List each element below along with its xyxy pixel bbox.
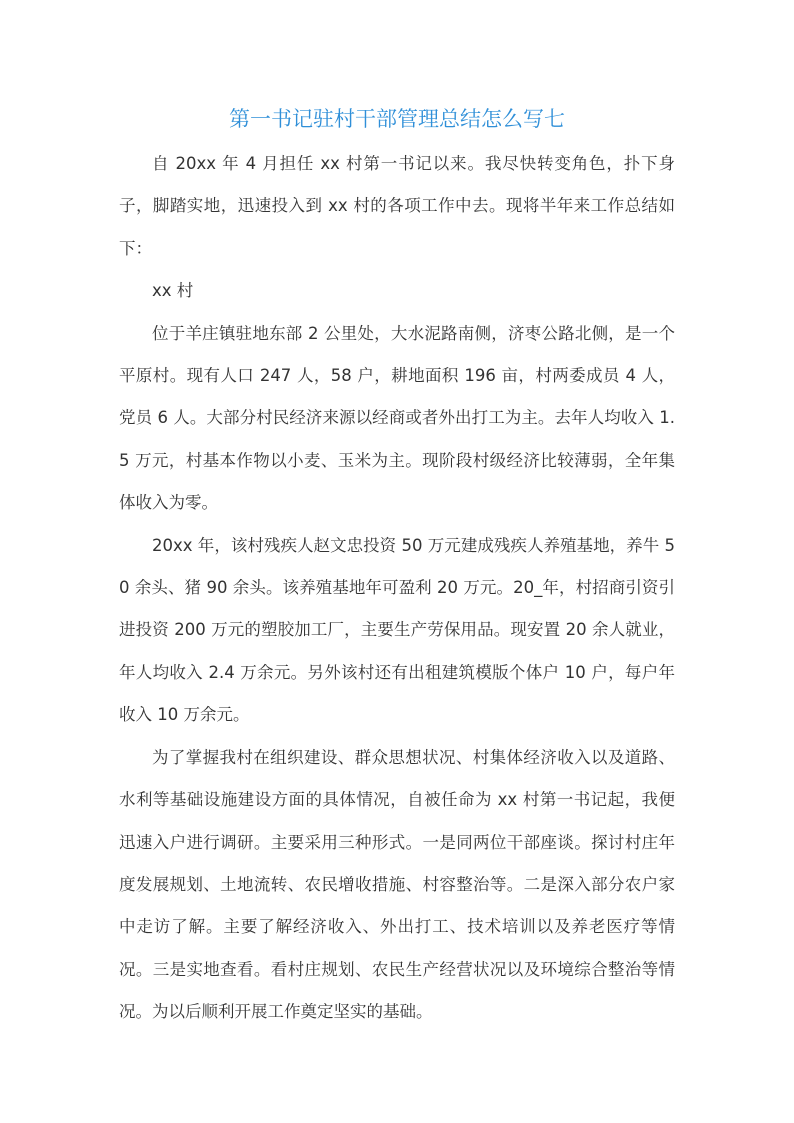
paragraph-research: 为了掌握我村在组织建设、群众思想状况、村集体经济收入以及道路、水利等基础设施建设方面的具体情况，自被任命为 xx 村第一书记起，我便迅速入户进行调研。主要采用三种形式。一是同两位干部座谈。探讨村庄年度发展规划、土地流转、农民增收措施、村容整治等。二是深入部分农户家中走访了解。主要了解经济收入、外出打工、技术培训以及养老医疗等情况。三是实地查看。看村庄规划、农民生产经营状况以及环境综合整治等情况。为以后顺利开展工作奠定坚实的基础。 [119, 747, 675, 1022]
paragraph-village-heading: xx 村 [152, 281, 194, 301]
paragraph-industry: 20xx 年，该村残疾人赵文忠投资 50 万元建成残疾人养殖基地，养牛 50 余头、猪 90 余头。该养殖基地年可盈利 20 万元。20_年，村招商引资引进投资 200 万元的塑胶加工厂，主要生产劳保用品。现安置 20 余人就业，年人均收入 2.4 万余元。另外该村还有出租建筑模版个体户 10 户，每户年收入 10 万余元。 [119, 535, 675, 725]
document-title: 第一书记驻村干部管理总结怎么写七 [229, 107, 565, 131]
paragraph-village-overview: 位于羊庄镇驻地东部 2 公里处，大水泥路南侧，济枣公路北侧，是一个平原村。现有人口 247 人，58 户，耕地面积 196 亩，村两委成员 4 人，党员 6 人。大部分村民经济来源以经商或者外出打工为主。去年人均收入 1.5 万元，村基本作物以小麦、玉米为主。现阶段村级经济比较薄弱，全年集体收入为零。 [119, 323, 675, 513]
paragraph-intro: 自 20xx 年 4 月担任 xx 村第一书记以来。我尽快转变角色，扑下身子，脚踏实地，迅速投入到 xx 村的各项工作中去。现将半年来工作总结如下： [119, 154, 675, 258]
document-body [119, 143, 675, 1034]
